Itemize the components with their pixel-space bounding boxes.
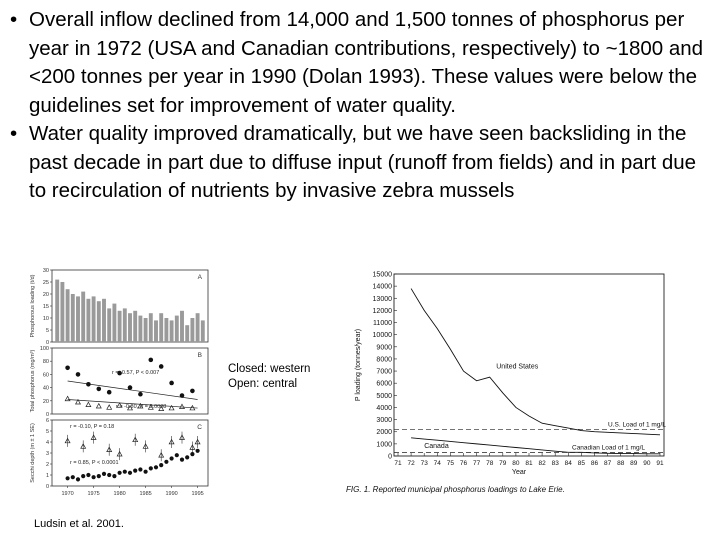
western-point [97,474,101,478]
loading-bar [102,299,106,342]
loading-bar [138,316,142,342]
x-tick-label: 86 [590,460,599,467]
x-tick-label: 73 [420,460,428,467]
y-tick-label: 4 [45,440,49,446]
y-axis-label: Total phosphorus (mg/m³) [30,349,36,413]
us-series-line [411,289,660,435]
x-tick-label: 1980 [113,491,126,497]
y-axis-label: Phosphorous loading (t/d) [30,274,36,338]
figure-credit: Ludsin et al. 2001. [34,518,124,530]
western-point [86,473,90,477]
western-point [76,477,80,481]
bullet-text: Water quality improved dramatically, but we have seen backsliding in the past decade in part due to diffuse input (runoff from fields) and in part due to recirculation of nutrients by invasive zebra mussels [29,122,697,202]
y-tick-label: 25 [42,280,49,286]
figure-caption: FIG. 1. Reported municipal phosphorus loadings to Lake Erie. [346,485,565,494]
series-label: United States [496,363,539,371]
y-tick-label: 7000 [376,368,392,376]
panel-label: A [197,274,202,281]
y-tick-label: 0 [45,412,49,418]
reference-line-label: Canadian Load of 1 mg/L [572,444,645,452]
loading-bar [86,299,90,342]
y-tick-label: 0 [45,484,49,490]
western-point [196,449,200,453]
western-point [159,463,163,467]
y-tick-label: 60 [42,372,49,379]
y-tick-label: 20 [42,292,49,298]
stat-annotation: r = 0.85, P < 0.0001 [70,460,119,466]
western-point [154,465,158,469]
x-tick-label: 78 [486,460,494,467]
y-tick-label: 2 [45,462,49,468]
western-point [128,385,133,390]
x-tick-label: 91 [656,460,664,467]
y-tick-label: 30 [42,268,49,274]
x-tick-label: 1975 [87,491,100,497]
western-point [185,455,189,459]
y-tick-label: 10 [42,316,49,322]
y-tick-label: 100 [39,346,49,352]
y-tick-label: 9000 [376,344,392,352]
western-point [65,366,70,371]
loading-bar [81,292,85,342]
x-tick-label: 80 [512,460,520,467]
western-point [66,476,70,480]
x-tick-label: 1995 [191,491,204,497]
x-tick-label: 88 [617,460,625,467]
bullet-inflow-decline [8,6,714,120]
series-label: Canada [424,443,449,451]
y-tick-label: 1000 [376,441,392,449]
bullet-dot-icon: • [10,122,18,145]
loading-bar [159,313,163,342]
y-tick-label: 11000 [373,320,392,328]
western-point [128,471,132,475]
western-point [107,473,111,477]
loading-bar [107,308,111,342]
y-tick-label: 13000 [372,295,392,303]
western-point [149,358,154,363]
y-tick-label: 20 [42,398,49,405]
loading-bar [154,320,158,342]
loading-bar [175,316,179,342]
x-tick-label: 85 [577,460,586,467]
y-tick-label: 15000 [372,271,392,279]
stat-annotation: r = -0.80, P = 0.0008 [116,404,167,410]
western-point [180,458,184,462]
western-point [170,456,174,460]
x-tick-label: 77 [472,460,481,467]
y-tick-label: 10000 [372,332,392,340]
loading-bar [164,318,168,342]
western-point [138,392,143,397]
y-tick-label: 5000 [376,392,392,400]
loading-bar [112,304,116,342]
legend-open-label: Open: central [228,378,298,390]
x-tick-label: 89 [630,460,638,467]
western-point [107,390,112,395]
x-tick-label: 87 [603,460,612,467]
loading-bar [144,318,148,342]
y-tick-label: 15 [42,304,49,310]
western-point [102,472,106,476]
loading-bar [128,313,132,342]
x-tick-label: 1990 [165,491,178,497]
x-tick-label: 84 [564,460,572,467]
western-point [97,387,102,392]
loading-bar [149,313,153,342]
loading-bar [76,296,80,342]
y-tick-label: 80 [42,359,49,366]
x-tick-label: 75 [446,460,455,467]
y-axis-label: Secchi depth (m ± 1 SE) [30,423,36,483]
western-point [138,467,142,471]
loading-bar [133,311,137,342]
loading-bar [180,311,184,342]
bullet-text: Overall inflow declined from 14,000 and 1,500 tonnes of phosphorus per year in 1972 (USA and Canadian contributions, respectively) to ~1800 and <200 tonnes per year in 1990 (Dolan 1993). These values were below the guidelines set for improvement of water quality. [29,8,704,117]
western-point [118,471,122,475]
x-tick-label: 1985 [139,491,152,497]
western-point [175,453,179,457]
loading-bar [118,311,122,342]
western-point [159,364,164,369]
western-point [86,382,91,387]
loading-bar [71,294,75,342]
y-tick-label: 3 [45,451,49,457]
bullet-water-quality [8,120,714,206]
x-tick-label: 76 [459,460,468,467]
loading-bar [97,301,101,342]
western-point [76,372,81,377]
y-tick-label: 3000 [376,417,392,425]
bullet-list [8,6,714,206]
panel-label: C [197,424,202,431]
loading-bar [196,313,200,342]
y-tick-label: 4000 [376,404,392,412]
western-point [169,381,174,386]
x-tick-label: 83 [551,460,559,467]
y-tick-label: 6 [45,418,49,424]
stat-annotation: r = -0.10, P = 0.18 [70,424,115,430]
y-tick-label: 1 [45,473,49,479]
loading-bar [60,282,64,342]
x-tick-label: 74 [433,460,441,467]
y-tick-label: 0 [45,340,49,346]
panel-label: B [197,352,202,359]
bullet-dot-icon: • [10,8,18,31]
western-point [81,474,85,478]
y-tick-label: 5 [45,429,49,435]
loading-bar [92,296,96,342]
western-point [144,470,148,474]
y-tick-label: 6000 [376,380,392,388]
dolan-phosphorus-chart [346,266,666,496]
y-tick-label: 14000 [372,283,392,291]
loading-bar [185,325,189,342]
x-axis-label: Year [511,469,527,476]
western-point [164,460,168,464]
x-tick-label: 1970 [61,491,74,497]
y-tick-label: 8000 [376,356,392,364]
loading-bar [123,308,127,342]
x-tick-label: 82 [538,460,546,467]
western-point [123,470,127,474]
western-point [71,475,75,479]
legend-closed-label: Closed: western [228,363,311,375]
loading-bar [55,280,59,342]
loading-bar [170,320,174,342]
western-point [149,466,153,470]
x-tick-label: 71 [394,460,402,467]
loading-bar [201,320,205,342]
x-tick-label: 81 [525,460,533,467]
y-tick-label: 40 [42,385,49,392]
western-point [180,393,185,398]
x-tick-label: 72 [407,460,415,467]
reference-line-label: U.S. Load of 1 mg/L [608,421,666,429]
ludsin-figure [28,266,218,511]
x-tick-label: 90 [643,460,651,467]
western-point [133,469,137,473]
y-tick-label: 12000 [372,307,392,315]
y-tick-label: 5 [45,328,49,334]
loading-bar [66,289,70,342]
y-axis-label: P loading (tonnes/year) [355,328,362,402]
western-point [190,452,194,456]
y-tick-label: 0 [388,453,392,461]
x-tick-label: 79 [499,460,507,467]
western-point [92,475,96,479]
western-point [112,474,116,478]
western-point [190,389,195,394]
y-tick-label: 2000 [376,429,392,437]
stat-annotation: r = -0.57, P < 0.007 [112,370,160,376]
loading-bar [190,318,194,342]
symbol-legend-note [228,362,310,392]
